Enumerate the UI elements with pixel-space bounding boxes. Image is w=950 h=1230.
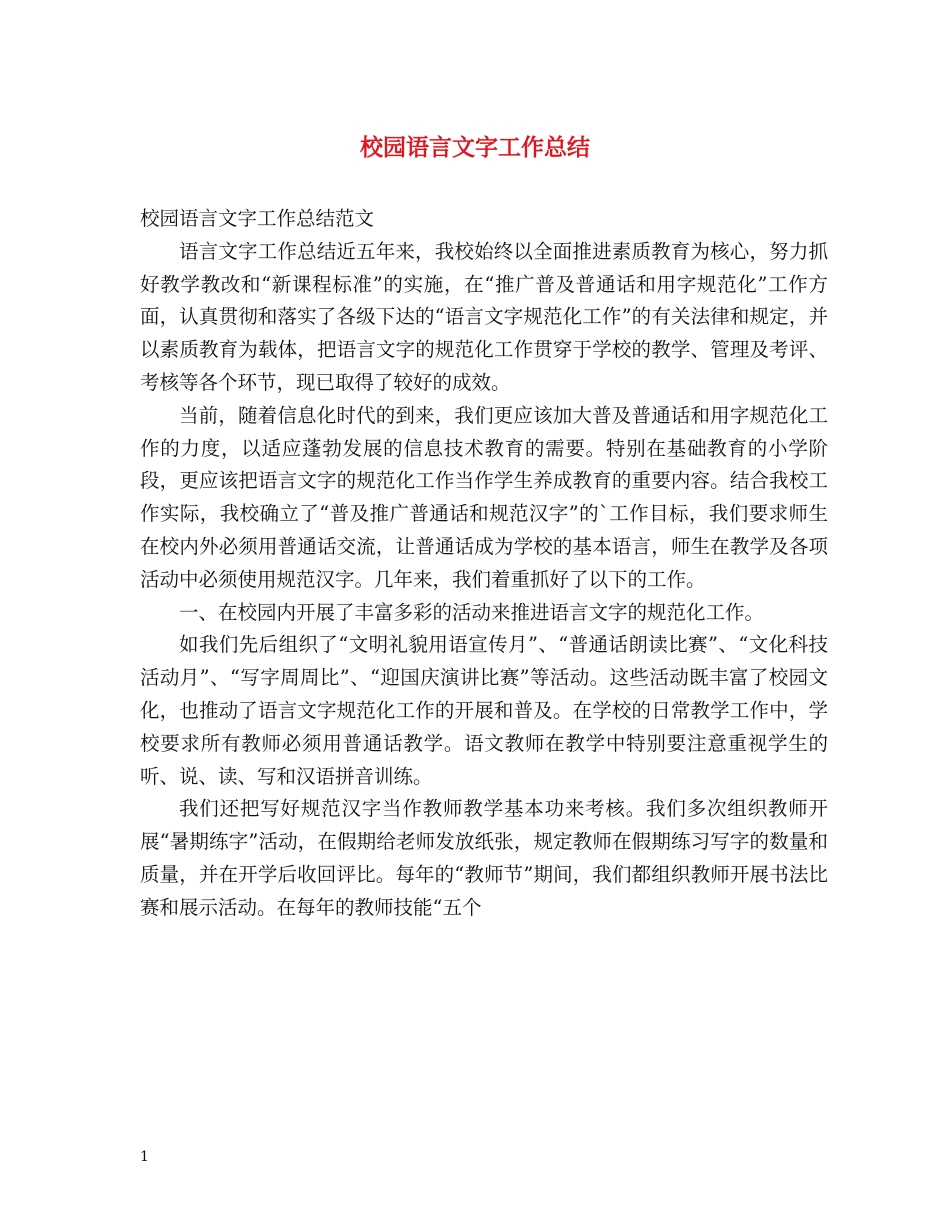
paragraph: 如我们先后组织了“文明礼貌用语宣传月”、“普通话朗读比赛”、“文化科技活动月”、“写字周周比”、“迎国庆演讲比赛”等活动。这些活动既丰富了校园文化，也推动了语言文字规范化工作的开展和普及。在学校的日常教学工作中，学校要求所有教师必须用普通话教学。语文教师在教学中特别要注意重视学生的听、说、读、写和汉语拼音训练。 <box>140 633 828 788</box>
page-number: 1 <box>140 1149 149 1165</box>
document-body <box>140 203 828 925</box>
paragraph: 我们还把写好规范汉字当作教师教学基本功来考核。我们多次组织教师开展“暑期练字”活动，在假期给老师发放纸张，规定教师在假期练习写字的数量和质量，并在开学后收回评比。每年的“教师节”期间，我们都组织教师开展书法比赛和展示活动。在每年的教师技能“五个 <box>140 797 828 919</box>
paragraph: 语言文字工作总结近五年来，我校始终以全面推进素质教育为核心，努力抓好教学教改和“新课程标准”的实施，在“推广普及普通话和用字规范化”工作方面，认真贯彻和落实了各级下达的“语言文字规范化工作”的有关法律和规定，并以素质教育为载体，把语言文字的规范化工作贯穿于学校的教学、管理及考评、考核等各个环节，现已取得了较好的成效。 <box>140 239 828 394</box>
section-heading: 一、在校园内开展了丰富多彩的活动来推进语言文字的规范化工作。 <box>179 600 765 624</box>
document-subtitle: 校园语言文字工作总结范文 <box>140 207 375 230</box>
document-title: 校园语言文字工作总结 <box>360 134 590 161</box>
paragraph: 当前，随着信息化时代的到来，我们更应该加大普及普通话和用字规范化工作的力度，以适应蓬勃发展的信息技术教育的需要。特别在基础教育的小学阶段，更应该把语言文字的规范化工作当作学生养成教育的重要内容。结合我校工作实际，我校确立了“普及推广普通话和规范汉字”的`工作目标，我们要求师生在校内外必须用普通话交流，让普通话成为学校的基本语言，师生在教学及各项活动中必须使用规范汉字。几年来，我们着重抓好了以下的工作。 <box>140 403 828 591</box>
